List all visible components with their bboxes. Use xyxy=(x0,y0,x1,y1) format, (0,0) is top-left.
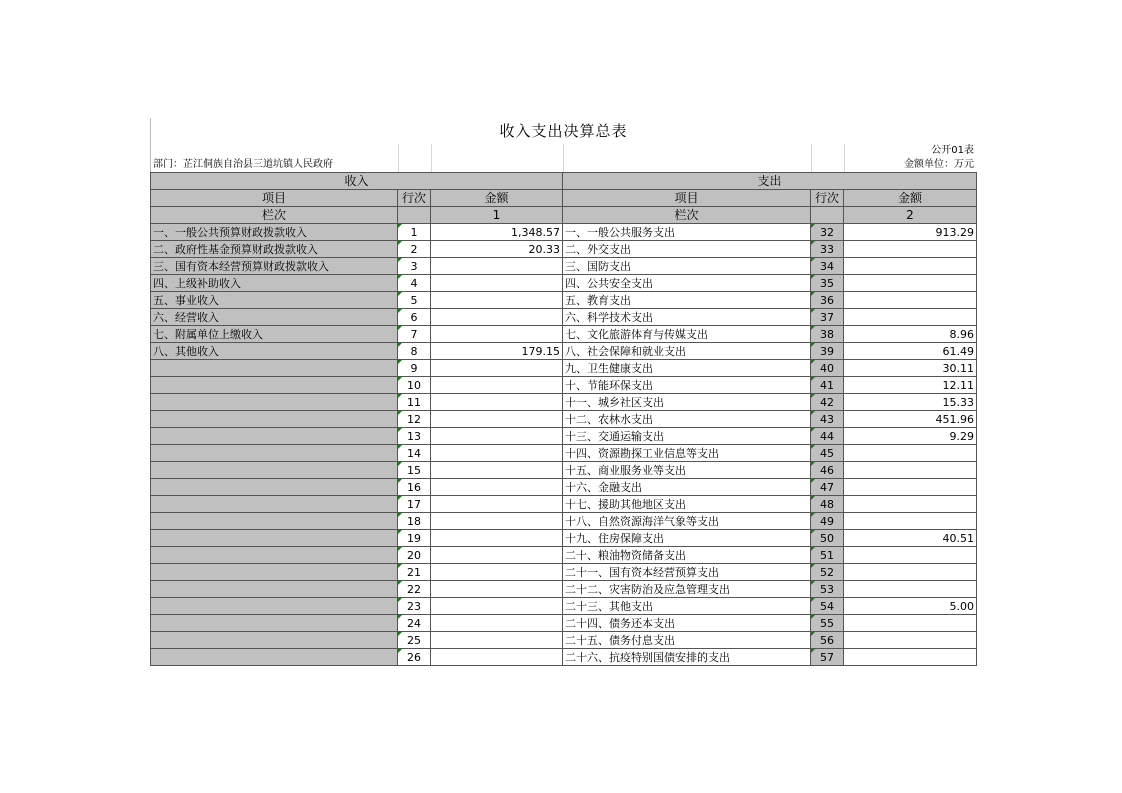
income-amount-cell[interactable] xyxy=(431,275,563,292)
table-row xyxy=(151,241,977,258)
income-line-cell[interactable]: 20 xyxy=(398,547,431,564)
income-line-cell[interactable]: 23 xyxy=(398,598,431,615)
income-line-cell[interactable]: 12 xyxy=(398,411,431,428)
income-item-cell[interactable] xyxy=(151,411,398,428)
expense-item-cell[interactable]: 十五、商业服务业等支出 xyxy=(563,462,811,479)
expense-item-cell[interactable]: 二十五、债务付息支出 xyxy=(563,632,811,649)
grid-line xyxy=(811,158,812,172)
income-amount-cell[interactable] xyxy=(431,292,563,309)
expense-amount-cell[interactable] xyxy=(844,649,977,666)
department-label: 部门：芷江侗族自治县三道坑镇人民政府 xyxy=(153,159,333,170)
income-amount-cell[interactable] xyxy=(431,564,563,581)
expense-line-cell[interactable]: 50 xyxy=(811,530,844,547)
column-index-row xyxy=(151,207,977,224)
grid-line xyxy=(398,144,399,158)
income-amount-cell[interactable] xyxy=(431,326,563,343)
expense-amount-cell[interactable] xyxy=(844,513,977,530)
expense-line-cell[interactable]: 32 xyxy=(811,224,844,241)
department-row xyxy=(150,158,976,172)
table-row xyxy=(151,632,977,649)
income-amount-cell[interactable] xyxy=(431,496,563,513)
expense-item-cell[interactable]: 四、公共安全支出 xyxy=(563,275,811,292)
expense-line-cell[interactable]: 48 xyxy=(811,496,844,513)
expense-item-cell[interactable]: 十四、资源勘探工业信息等支出 xyxy=(563,445,811,462)
income-item-cell[interactable] xyxy=(151,547,398,564)
expense-amount-cell[interactable] xyxy=(844,615,977,632)
table-row xyxy=(151,598,977,615)
table-row xyxy=(151,496,977,513)
income-item-cell[interactable] xyxy=(151,496,398,513)
expense-amount-cell[interactable] xyxy=(844,445,977,462)
income-amount-cell[interactable] xyxy=(431,258,563,275)
section-header-row xyxy=(151,173,977,190)
expense-amount-cell[interactable]: 30.11 xyxy=(844,360,977,377)
income-item-cell[interactable]: 五、事业收入 xyxy=(151,292,398,309)
expense-item-cell[interactable]: 二、外交支出 xyxy=(563,241,811,258)
income-line-cell[interactable]: 24 xyxy=(398,615,431,632)
table-row xyxy=(151,479,977,496)
grid-line xyxy=(431,144,432,158)
expense-amount-cell[interactable] xyxy=(844,258,977,275)
income-item-cell[interactable] xyxy=(151,632,398,649)
income-amount-cell[interactable] xyxy=(431,428,563,445)
income-amount-cell[interactable] xyxy=(431,411,563,428)
expense-amount-cell[interactable] xyxy=(844,292,977,309)
expense-amount-cell[interactable] xyxy=(844,581,977,598)
table-row xyxy=(151,411,977,428)
expense-amount-cell[interactable] xyxy=(844,632,977,649)
expense-item-cell[interactable]: 十八、自然资源海洋气象等支出 xyxy=(563,513,811,530)
table-row xyxy=(151,292,977,309)
income-line-cell[interactable]: 17 xyxy=(398,496,431,513)
income-line-cell[interactable]: 11 xyxy=(398,394,431,411)
form-code: 公开01表 xyxy=(931,145,974,156)
expense-column-blank xyxy=(811,207,844,224)
income-item-cell[interactable] xyxy=(151,530,398,547)
expense-item-cell[interactable]: 二十六、抗疫特别国债安排的支出 xyxy=(563,649,811,666)
expense-amount-cell[interactable]: 8.96 xyxy=(844,326,977,343)
expense-line-cell[interactable]: 45 xyxy=(811,445,844,462)
spreadsheet-sheet xyxy=(150,118,976,666)
income-amount-cell[interactable] xyxy=(431,547,563,564)
income-item-cell[interactable] xyxy=(151,598,398,615)
grid-line xyxy=(811,144,812,158)
table-row xyxy=(151,275,977,292)
table-row xyxy=(151,513,977,530)
expense-line-cell[interactable]: 33 xyxy=(811,241,844,258)
expense-line-header: 行次 xyxy=(811,190,844,207)
expense-amount-cell[interactable]: 15.33 xyxy=(844,394,977,411)
expense-line-cell[interactable]: 46 xyxy=(811,462,844,479)
expense-item-cell[interactable]: 五、教育支出 xyxy=(563,292,811,309)
expense-line-cell[interactable]: 35 xyxy=(811,275,844,292)
expense-item-cell[interactable]: 十、节能环保支出 xyxy=(563,377,811,394)
income-amount-cell[interactable] xyxy=(431,649,563,666)
expense-line-cell[interactable]: 36 xyxy=(811,292,844,309)
expense-line-cell[interactable]: 51 xyxy=(811,547,844,564)
income-item-cell[interactable] xyxy=(151,360,398,377)
expense-amount-cell[interactable] xyxy=(844,309,977,326)
income-line-cell[interactable]: 19 xyxy=(398,530,431,547)
income-item-cell[interactable]: 七、附属单位上缴收入 xyxy=(151,326,398,343)
expense-item-cell[interactable]: 一、一般公共服务支出 xyxy=(563,224,811,241)
expense-line-cell[interactable]: 56 xyxy=(811,632,844,649)
expense-amount-cell[interactable] xyxy=(844,564,977,581)
expense-amount-cell[interactable] xyxy=(844,479,977,496)
income-line-cell[interactable]: 3 xyxy=(398,258,431,275)
expense-line-cell[interactable]: 39 xyxy=(811,343,844,360)
income-header: 收入 xyxy=(151,173,563,190)
expense-item-cell[interactable]: 十六、金融支出 xyxy=(563,479,811,496)
income-line-cell[interactable]: 14 xyxy=(398,445,431,462)
income-line-cell[interactable]: 13 xyxy=(398,428,431,445)
income-item-cell[interactable] xyxy=(151,513,398,530)
table-row xyxy=(151,581,977,598)
income-line-cell[interactable]: 1 xyxy=(398,224,431,241)
income-amount-cell[interactable]: 1,348.57 xyxy=(431,224,563,241)
income-line-cell[interactable]: 25 xyxy=(398,632,431,649)
expense-amount-cell[interactable] xyxy=(844,275,977,292)
expense-item-cell[interactable]: 二十三、其他支出 xyxy=(563,598,811,615)
expense-item-cell[interactable]: 二十四、债务还本支出 xyxy=(563,615,811,632)
expense-amount-cell[interactable]: 12.11 xyxy=(844,377,977,394)
income-line-cell[interactable]: 18 xyxy=(398,513,431,530)
expense-line-cell[interactable]: 55 xyxy=(811,615,844,632)
table-row xyxy=(151,377,977,394)
income-item-cell[interactable] xyxy=(151,649,398,666)
income-item-cell[interactable]: 四、上级补助收入 xyxy=(151,275,398,292)
expense-line-cell[interactable]: 57 xyxy=(811,649,844,666)
income-amount-cell[interactable] xyxy=(431,445,563,462)
expense-line-cell[interactable]: 42 xyxy=(811,394,844,411)
income-item-cell[interactable] xyxy=(151,428,398,445)
expense-item-cell[interactable]: 七、文化旅游体育与传媒支出 xyxy=(563,326,811,343)
income-amount-cell[interactable] xyxy=(431,513,563,530)
table-row xyxy=(151,547,977,564)
grid-line xyxy=(398,158,399,172)
expense-line-cell[interactable]: 44 xyxy=(811,428,844,445)
table-body xyxy=(151,224,977,666)
table-row xyxy=(151,360,977,377)
income-item-cell[interactable] xyxy=(151,581,398,598)
income-line-header: 行次 xyxy=(398,190,431,207)
expense-item-cell[interactable]: 二十二、灾害防治及应急管理支出 xyxy=(563,581,811,598)
table-row xyxy=(151,462,977,479)
table-row xyxy=(151,615,977,632)
income-line-cell[interactable]: 9 xyxy=(398,360,431,377)
expense-item-header: 项目 xyxy=(563,190,811,207)
grid-line xyxy=(844,144,845,158)
income-amount-cell[interactable] xyxy=(431,581,563,598)
table-row xyxy=(151,428,977,445)
grid-line xyxy=(563,158,564,172)
table-row xyxy=(151,343,977,360)
table-row xyxy=(151,224,977,241)
income-amount-cell[interactable] xyxy=(431,309,563,326)
income-item-cell[interactable] xyxy=(151,564,398,581)
income-amount-cell[interactable] xyxy=(431,377,563,394)
grid-line xyxy=(431,158,432,172)
expense-item-cell[interactable]: 二十、粮油物资储备支出 xyxy=(563,547,811,564)
income-amount-cell[interactable]: 179.15 xyxy=(431,343,563,360)
income-amount-cell[interactable] xyxy=(431,615,563,632)
income-item-cell[interactable]: 六、经营收入 xyxy=(151,309,398,326)
expense-line-cell[interactable]: 49 xyxy=(811,513,844,530)
income-amount-cell[interactable] xyxy=(431,598,563,615)
table-row xyxy=(151,649,977,666)
income-line-cell[interactable]: 16 xyxy=(398,479,431,496)
expense-item-cell[interactable]: 六、科学技术支出 xyxy=(563,309,811,326)
expense-item-cell[interactable]: 九、卫生健康支出 xyxy=(563,360,811,377)
expense-amount-cell[interactable]: 913.29 xyxy=(844,224,977,241)
table-row xyxy=(151,258,977,275)
income-amount-header: 金额 xyxy=(431,190,563,207)
expense-amount-cell[interactable] xyxy=(844,462,977,479)
expense-line-cell[interactable]: 53 xyxy=(811,581,844,598)
expense-line-cell[interactable]: 43 xyxy=(811,411,844,428)
expense-line-cell[interactable]: 40 xyxy=(811,360,844,377)
income-amount-cell[interactable] xyxy=(431,360,563,377)
income-amount-cell[interactable] xyxy=(431,462,563,479)
income-amount-cell[interactable]: 20.33 xyxy=(431,241,563,258)
expense-item-cell[interactable]: 十三、交通运输支出 xyxy=(563,428,811,445)
expense-item-cell[interactable]: 三、国防支出 xyxy=(563,258,811,275)
expense-item-cell[interactable]: 十二、农林水支出 xyxy=(563,411,811,428)
income-item-header: 项目 xyxy=(151,190,398,207)
income-line-cell[interactable]: 4 xyxy=(398,275,431,292)
expense-line-cell[interactable]: 47 xyxy=(811,479,844,496)
grid-line xyxy=(844,158,845,172)
income-line-cell[interactable]: 7 xyxy=(398,326,431,343)
table-row xyxy=(151,445,977,462)
income-column-index: 1 xyxy=(431,207,563,224)
expense-line-cell[interactable]: 52 xyxy=(811,564,844,581)
expense-amount-cell[interactable]: 9.29 xyxy=(844,428,977,445)
expense-item-cell[interactable]: 十九、住房保障支出 xyxy=(563,530,811,547)
income-item-cell[interactable]: 二、政府性基金预算财政拨款收入 xyxy=(151,241,398,258)
income-line-cell[interactable]: 21 xyxy=(398,564,431,581)
expense-line-cell[interactable]: 41 xyxy=(811,377,844,394)
expense-item-cell[interactable]: 二十一、国有资本经营预算支出 xyxy=(563,564,811,581)
income-item-cell[interactable] xyxy=(151,445,398,462)
grid-line xyxy=(563,144,564,158)
income-item-cell[interactable] xyxy=(151,462,398,479)
budget-table xyxy=(150,172,977,666)
column-header-row xyxy=(151,190,977,207)
income-line-cell[interactable]: 6 xyxy=(398,309,431,326)
income-line-cell[interactable]: 22 xyxy=(398,581,431,598)
income-item-cell[interactable] xyxy=(151,615,398,632)
income-item-cell[interactable] xyxy=(151,479,398,496)
expense-amount-cell[interactable]: 61.49 xyxy=(844,343,977,360)
expense-item-cell[interactable]: 十一、城乡社区支出 xyxy=(563,394,811,411)
income-column-blank xyxy=(398,207,431,224)
table-row xyxy=(151,394,977,411)
expense-line-cell[interactable]: 34 xyxy=(811,258,844,275)
form-code-row xyxy=(150,144,976,158)
table-row xyxy=(151,309,977,326)
expense-amount-cell[interactable]: 40.51 xyxy=(844,530,977,547)
expense-line-cell[interactable]: 38 xyxy=(811,326,844,343)
expense-amount-cell[interactable]: 451.96 xyxy=(844,411,977,428)
expense-column-label: 栏次 xyxy=(563,207,811,224)
table-title: 收入支出决算总表 xyxy=(150,118,976,144)
income-item-cell[interactable] xyxy=(151,377,398,394)
expense-amount-cell[interactable] xyxy=(844,241,977,258)
expense-amount-cell[interactable] xyxy=(844,496,977,513)
income-line-cell[interactable]: 26 xyxy=(398,649,431,666)
income-item-cell[interactable]: 三、国有资本经营预算财政拨款收入 xyxy=(151,258,398,275)
income-column-label: 栏次 xyxy=(151,207,398,224)
income-amount-cell[interactable] xyxy=(431,632,563,649)
table-row xyxy=(151,530,977,547)
expense-line-cell[interactable]: 54 xyxy=(811,598,844,615)
unit-label: 金额单位：万元 xyxy=(904,159,974,170)
expense-header: 支出 xyxy=(563,173,977,190)
income-line-cell[interactable]: 5 xyxy=(398,292,431,309)
table-row xyxy=(151,326,977,343)
income-line-cell[interactable]: 10 xyxy=(398,377,431,394)
income-item-cell[interactable]: 一、一般公共预算财政拨款收入 xyxy=(151,224,398,241)
expense-amount-cell[interactable] xyxy=(844,547,977,564)
income-item-cell[interactable] xyxy=(151,394,398,411)
income-amount-cell[interactable] xyxy=(431,530,563,547)
expense-line-cell[interactable]: 37 xyxy=(811,309,844,326)
income-line-cell[interactable]: 15 xyxy=(398,462,431,479)
income-amount-cell[interactable] xyxy=(431,479,563,496)
expense-item-cell[interactable]: 十七、援助其他地区支出 xyxy=(563,496,811,513)
expense-item-cell[interactable]: 八、社会保障和就业支出 xyxy=(563,343,811,360)
expense-column-index: 2 xyxy=(844,207,977,224)
income-item-cell[interactable]: 八、其他收入 xyxy=(151,343,398,360)
table-row xyxy=(151,564,977,581)
income-line-cell[interactable]: 2 xyxy=(398,241,431,258)
expense-amount-cell[interactable]: 5.00 xyxy=(844,598,977,615)
income-line-cell[interactable]: 8 xyxy=(398,343,431,360)
income-amount-cell[interactable] xyxy=(431,394,563,411)
expense-amount-header: 金额 xyxy=(844,190,977,207)
